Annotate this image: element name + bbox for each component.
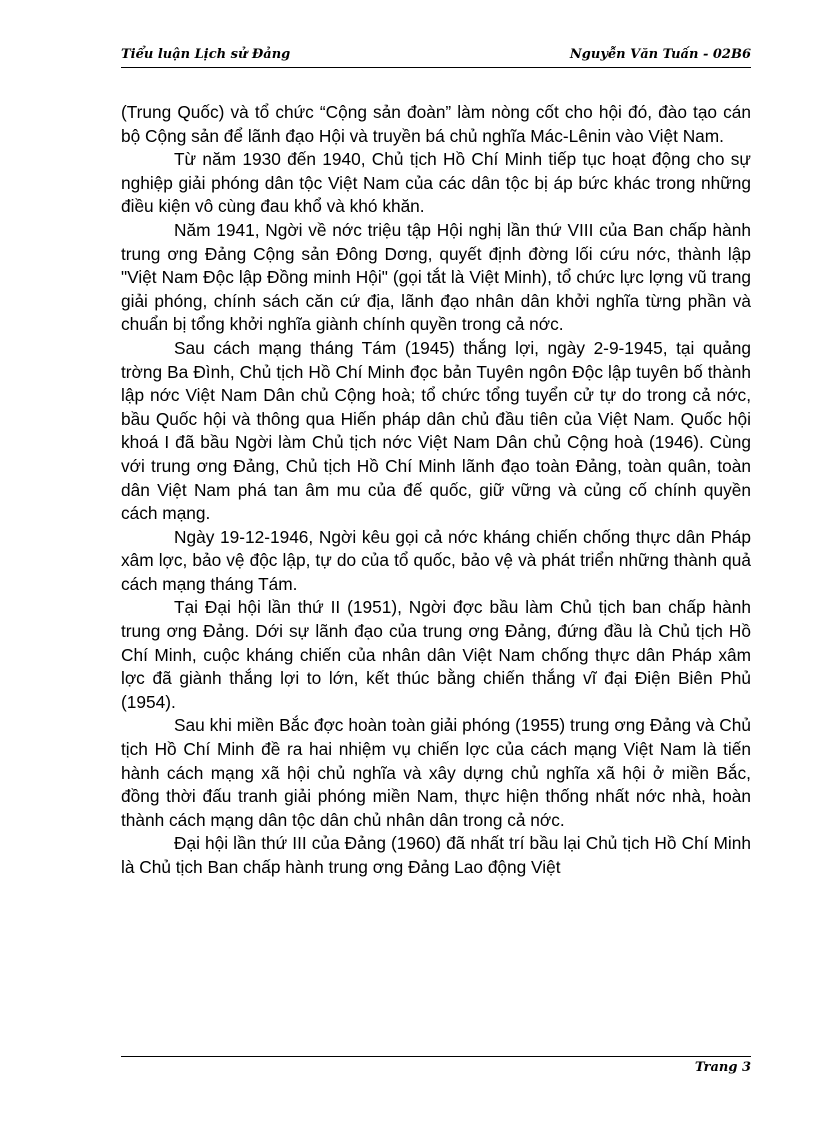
paragraph: Tại Đại hội lần thứ II (1951), Ngời đợc bầu làm Chủ tịch ban chấp hành trung ơng Đảng. Dới sự lãnh đạo của trung ơng Đảng, đứng đầu là Chủ tịch Hồ Chí Minh, cuộc kháng chiến của nhân dân Việt Nam chống thực dân Pháp xâm lợc đã giành thắng lợi to lớn, kết thúc bằng chiến thắng vĩ đại Điện Biên Phủ (1954). bbox=[121, 597, 751, 712]
paragraph: Đại hội lần thứ III của Đảng (1960) đã nhất trí bầu lại Chủ tịch Hồ Chí Minh là Chủ tịch Ban chấp hành trung ơng Đảng Lao động Việt bbox=[121, 833, 751, 877]
paragraph: Năm 1941, Ngời về nớc triệu tập Hội nghị lần thứ VIII của Ban chấp hành trung ơng Đảng Cộng sản Đông Dơng, quyết định đờng lối cứu nớc, thành lập "Việt Nam Độc lập Đồng minh Hội" (gọi tắt là Việt Minh), tổ chức lực lợng vũ trang giải phóng, chính sách căn cứ địa, lãnh đạo nhân dân khởi nghĩa từng phần và chuẩn bị tổng khởi nghĩa giành chính quyền trong cả nớc. bbox=[121, 219, 751, 335]
paragraph: (Trung Quốc) và tổ chức “Cộng sản đoàn” làm nòng cốt cho hội đó, đào tạo cán bộ Cộng sản để lãnh đạo Hội và truyền bá chủ nghĩa Mác-Lênin vào Việt Nam. bbox=[121, 102, 751, 146]
page-number: Trang 3 bbox=[694, 1060, 751, 1075]
page-header bbox=[121, 44, 751, 66]
document-body bbox=[121, 101, 751, 880]
header-author: Nguyễn Văn Tuấn - 02B6 bbox=[569, 47, 751, 62]
header-divider bbox=[121, 67, 751, 68]
paragraph: Sau khi miền Bắc đợc hoàn toàn giải phóng (1955) trung ơng Đảng và Chủ tịch Hồ Chí Minh đề ra hai nhiệm vụ chiến lợc của cách mạng Việt Nam là tiến hành cách mạng xã hội chủ nghĩa và xây dựng chủ nghĩa xã hội ở miền Bắc, đồng thời đấu tranh giải phóng miền Nam, thực hiện thống nhất nớc nhà, hoàn thành cách mạng dân tộc dân chủ nhân dân trong cả nớc. bbox=[121, 715, 751, 830]
header-title: Tiểu luận Lịch sử Đảng bbox=[121, 47, 291, 62]
footer-divider bbox=[121, 1056, 751, 1057]
paragraph: Từ năm 1930 đến 1940, Chủ tịch Hồ Chí Minh tiếp tục hoạt động cho sự nghiệp giải phóng dân tộc Việt Nam của các dân tộc bị áp bức khác trong những điều kiện vô cùng đau khổ và khó khăn. bbox=[121, 149, 751, 217]
paragraph: Ngày 19-12-1946, Ngời kêu gọi cả nớc kháng chiến chống thực dân Pháp xâm lợc, bảo vệ độc lập, tự do của tổ quốc, bảo vệ và phát triển những thành quả cách mạng tháng Tám. bbox=[121, 526, 751, 594]
paragraph: Sau cách mạng tháng Tám (1945) thắng lợi, ngày 2-9-1945, tại quảng trờng Ba Đình, Chủ tịch Hồ Chí Minh đọc bản Tuyên ngôn Độc lập tuyên bố thành lập nớc Việt Nam Dân chủ Cộng hoà; tổ chức tổng tuyển cử tự do trong cả nớc, bầu Quốc hội và thông qua Hiến pháp dân chủ đầu tiên của Việt Nam. Quốc hội khoá I đã bầu Ngời làm Chủ tịch nớc Việt Nam Dân chủ Cộng hoà (1946). Cùng với trung ơng Đảng, Chủ tịch Hồ Chí Minh lãnh đạo toàn Đảng, toàn quân, toàn dân Việt Nam phá tan âm mu của đế quốc, giữ vững và củng cố chính quyền cách mạng. bbox=[121, 337, 751, 524]
